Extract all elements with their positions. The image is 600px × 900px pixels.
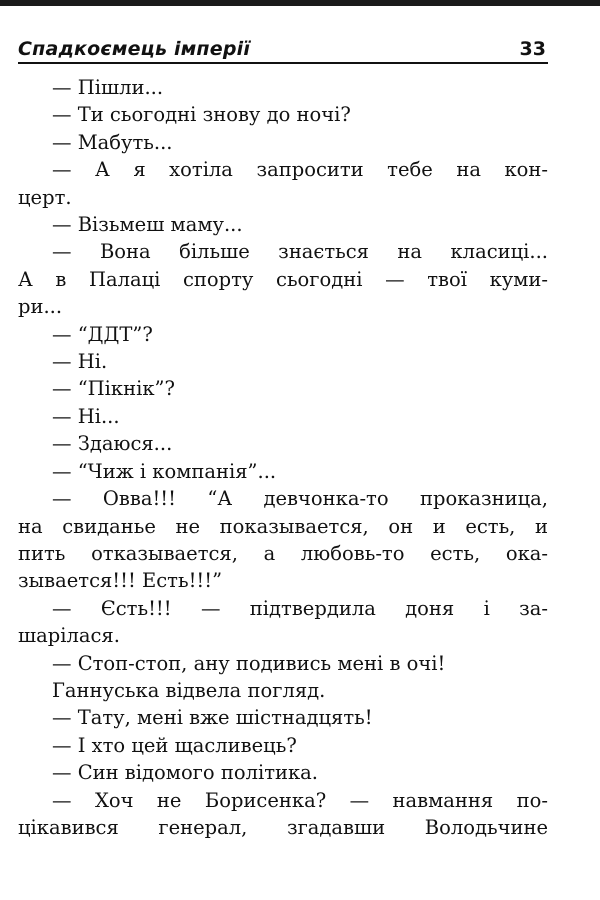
text-line: ри... (18, 295, 63, 319)
text-line: — “ДДТ”? (52, 322, 153, 346)
running-header (18, 30, 548, 64)
text-line: А в Палаці спорту сьогодні — твої куми- (18, 267, 548, 291)
text-line: — Вона більше знається на класиці... (52, 240, 548, 264)
text-line: — Здаюся... (52, 432, 173, 456)
text-line: церт. (18, 185, 72, 209)
page-number: 33 (519, 38, 546, 60)
text-line: на свиданье не показывается, он и есть, и (18, 514, 548, 538)
text-line: — “Чиж і компанія”... (52, 459, 277, 483)
text-line: зывается!!! Есть!!!” (18, 569, 223, 593)
text-line: цікавився генерал, згадавши Володьчине (18, 815, 548, 839)
text-line: — А я хотіла запросити тебе на кон- (52, 158, 548, 182)
text-line: — Мабуть... (52, 130, 173, 154)
text-line: — Ти сьогодні знову до ночі? (52, 103, 351, 127)
text-line: пить отказывается, а любовь-то есть, ока- (18, 541, 548, 565)
text-line: — Хоч не Борисенка? — навмання по- (52, 788, 548, 812)
text-line: — Ні... (52, 404, 120, 428)
text-line: шарілася. (18, 624, 120, 648)
text-line: — Овва!!! “А девчонка-то проказница, (52, 487, 548, 511)
text-line: — Ні. (52, 350, 108, 374)
text-line: — Стоп-стоп, ану подивись мені в очі! (52, 651, 446, 675)
text-line: — І хто цей щасливець? (52, 733, 297, 757)
text-line: — Візьмеш маму... (52, 213, 243, 237)
text-line: — Пішли... (52, 76, 164, 99)
book-title: Спадкоємець імперії (18, 38, 251, 60)
page-text (18, 74, 548, 841)
top-border-rule (0, 0, 600, 6)
text-line: — “Пікнік”? (52, 377, 175, 401)
text-line: — Тату, мені вже шістнадцять! (52, 706, 373, 730)
text-line: Ганнуська відвела погляд. (52, 678, 326, 702)
text-line: — Єсть!!! — підтвердила доня і за- (52, 596, 548, 620)
text-line: — Син відомого політика. (52, 761, 318, 785)
